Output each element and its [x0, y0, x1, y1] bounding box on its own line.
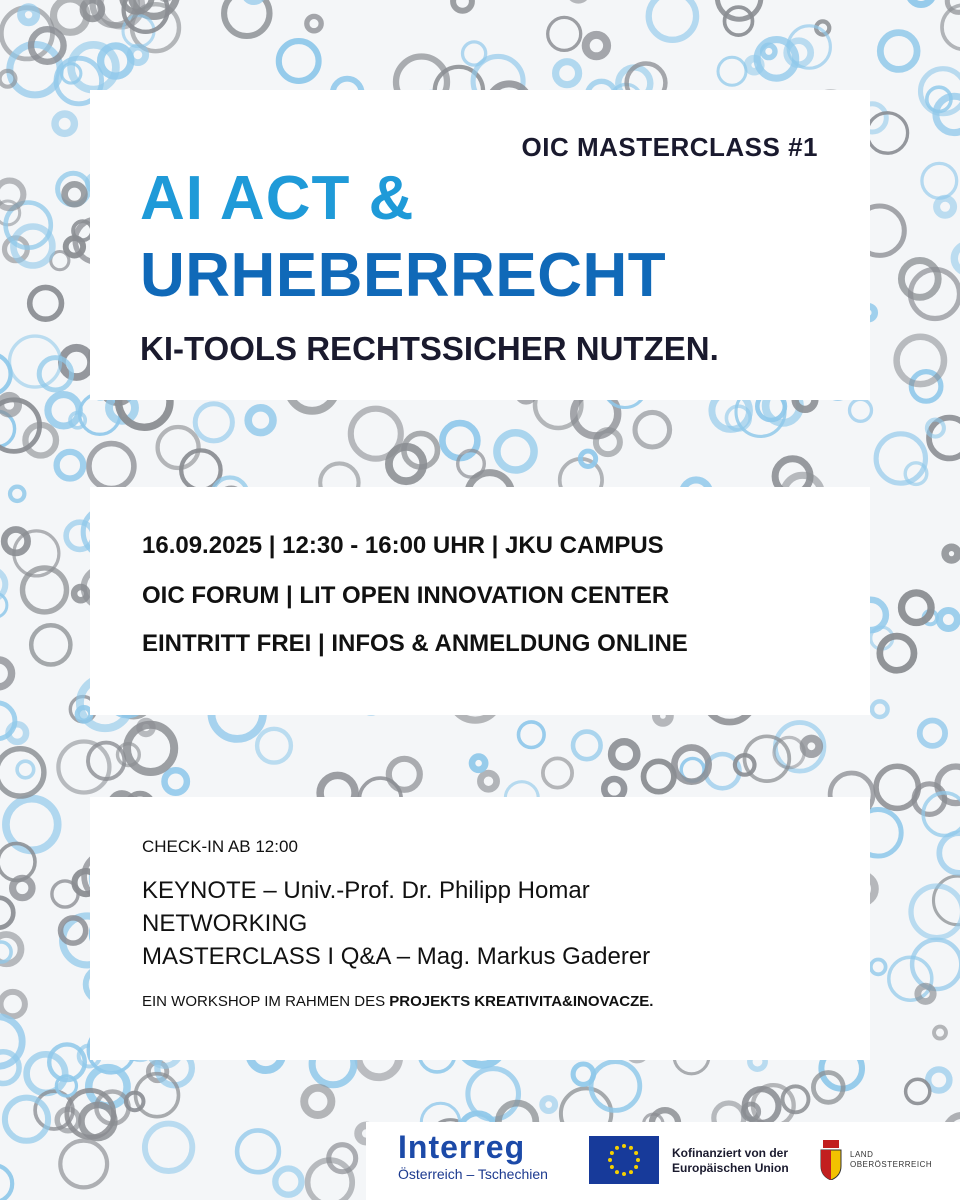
pattern-ring [804, 739, 820, 755]
pattern-ring [60, 1141, 107, 1188]
pattern-ring [0, 181, 23, 209]
pattern-ring [453, 0, 472, 11]
pattern-ring [880, 33, 917, 70]
pattern-ring [920, 721, 945, 746]
pattern-ring [556, 62, 579, 85]
eu-star [629, 1170, 633, 1174]
pattern-ring [0, 942, 11, 962]
pattern-ring [472, 757, 485, 770]
pattern-ring [644, 761, 674, 791]
pattern-ring [612, 742, 637, 767]
pattern-ring [57, 452, 84, 479]
venue: OIC FORUM | LIT OPEN INNOVATION CENTER [142, 582, 670, 609]
interreg-region: Österreich – Tschechien [398, 1166, 548, 1182]
pattern-ring [0, 898, 13, 928]
pattern-ring [954, 244, 960, 272]
pattern-ring [245, 0, 264, 1]
pattern-ring [880, 636, 914, 670]
pattern-ring [275, 1169, 301, 1195]
workshop-note-text: EIN WORKSHOP IM RAHMEN DES [142, 993, 390, 1010]
pattern-ring [279, 41, 319, 81]
subtitle: KI-TOOLS RECHTSSICHER NUTZEN. [140, 330, 719, 367]
checkin-time: CHECK-IN AB 12:00 [142, 837, 298, 856]
pattern-ring [519, 722, 545, 748]
pattern-ring [130, 47, 146, 63]
pattern-ring [0, 749, 44, 796]
land-line-1: LAND [850, 1150, 874, 1159]
pattern-ring [10, 487, 24, 501]
pattern-ring [604, 779, 624, 799]
pattern-ring [718, 57, 746, 85]
pattern-ring [165, 770, 187, 792]
eu-star [636, 1158, 640, 1162]
pattern-ring [763, 45, 775, 57]
pattern-ring [569, 0, 588, 1]
pattern-ring [0, 660, 12, 687]
pattern-ring [257, 729, 291, 763]
pattern-ring [0, 1165, 12, 1200]
title-line-1: AI ACT & [140, 164, 415, 233]
program-panel [90, 797, 870, 1060]
pattern-ring [65, 184, 85, 204]
pattern-ring [897, 337, 944, 384]
pattern-ring [307, 16, 321, 30]
pattern-ring [573, 732, 601, 760]
pattern-ring [901, 261, 938, 298]
pattern-ring [649, 0, 696, 40]
pattern-ring [871, 960, 886, 975]
pattern-ring [5, 1098, 48, 1141]
cofund-line-1: Kofinanziert von der [672, 1146, 789, 1160]
pattern-ring [58, 742, 109, 793]
pattern-ring [0, 703, 15, 739]
event-info-panel [90, 487, 870, 715]
pattern-ring [902, 593, 932, 623]
pattern-ring [158, 427, 199, 468]
pattern-ring [906, 1079, 930, 1103]
date-time-location: 16.09.2025 | 12:30 - 16:00 UHR | JKU CAMPUS [142, 532, 664, 559]
pattern-ring [543, 758, 572, 787]
pattern-ring [939, 833, 960, 873]
cofund-line-2: Europäischen Union [672, 1161, 789, 1175]
program-masterclass: MASTERCLASS I Q&A – Mag. Markus Gaderer [142, 943, 651, 970]
pattern-ring [10, 336, 61, 387]
eu-star [634, 1151, 638, 1155]
sponsor-logo-bar [366, 1122, 960, 1200]
pattern-ring [1, 992, 25, 1016]
pattern-ring [548, 17, 581, 50]
pattern-ring [145, 1124, 192, 1171]
interreg-logo [398, 1130, 548, 1182]
pattern-ring [912, 940, 960, 989]
eu-star [610, 1151, 614, 1155]
pattern-ring [850, 399, 872, 421]
pattern-ring [876, 434, 925, 483]
pattern-ring [0, 1017, 22, 1067]
pattern-ring [27, 1054, 66, 1093]
pattern-ring [17, 761, 34, 778]
pattern-ring [480, 773, 496, 789]
pattern-ring [937, 198, 954, 215]
eu-star [615, 1146, 619, 1150]
eu-flag-icon [589, 1136, 659, 1184]
eu-star [608, 1158, 612, 1162]
pattern-ring [934, 1027, 946, 1039]
eu-star [622, 1172, 626, 1176]
pattern-ring [922, 163, 957, 198]
pattern-ring [237, 1130, 279, 1172]
pattern-ring [497, 433, 534, 470]
eu-cofunding-label [672, 1146, 789, 1176]
pattern-ring [30, 287, 62, 319]
project-name: PROJEKTS KREATIVITA&INOVACZE. [389, 993, 654, 1010]
interreg-brand: Interreg [398, 1129, 526, 1165]
pattern-ring [389, 759, 420, 790]
pattern-ring [1, 8, 52, 59]
eu-star [622, 1144, 626, 1148]
event-series-label: OIC MASTERCLASS #1 [521, 132, 818, 162]
pattern-ring [21, 7, 36, 22]
pattern-ring [872, 701, 888, 717]
eu-star [615, 1170, 619, 1174]
eu-star [610, 1165, 614, 1169]
pattern-ring [586, 35, 607, 56]
pattern-ring [939, 611, 957, 629]
admission-info: EINTRITT FREI | INFOS & ANMELDUNG ONLINE [142, 630, 688, 657]
pattern-ring [248, 408, 273, 433]
land-line-2: OBERÖSTERREICH [850, 1160, 933, 1169]
pattern-ring [52, 881, 78, 907]
eu-star [634, 1165, 638, 1169]
title-line-2: URHEBERRECHT [140, 241, 667, 310]
pattern-ring [928, 1069, 949, 1090]
pattern-ring [55, 114, 74, 133]
pattern-ring [195, 404, 232, 441]
pattern-ring [224, 0, 269, 36]
land-oberoesterreich-label [850, 1150, 932, 1170]
pattern-ring [905, 463, 927, 485]
upper-austria-crest-icon [818, 1140, 844, 1180]
pattern-ring [909, 0, 934, 5]
pattern-ring [304, 1088, 331, 1115]
pattern-ring [945, 547, 958, 560]
pattern-ring [591, 1062, 640, 1111]
workshop-note [142, 993, 653, 1010]
pattern-ring [89, 444, 134, 489]
program-networking: NETWORKING [142, 910, 308, 937]
pattern-ring [31, 625, 70, 664]
pattern-ring [442, 423, 477, 458]
program-keynote: KEYNOTE – Univ.-Prof. Dr. Philipp Homar [142, 877, 590, 904]
pattern-ring [542, 1098, 555, 1111]
pattern-ring [48, 395, 79, 426]
eu-star [629, 1146, 633, 1150]
pattern-ring [635, 412, 670, 447]
title-panel [90, 90, 870, 400]
